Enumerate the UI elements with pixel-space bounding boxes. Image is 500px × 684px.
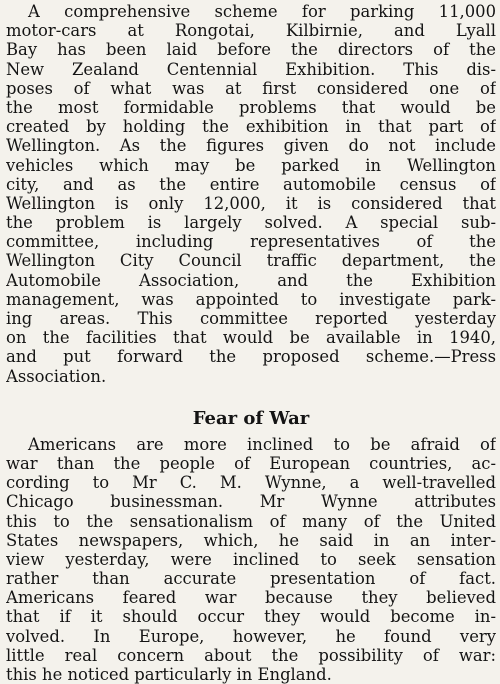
article-parking-scheme: [6, 2, 496, 386]
text-line: vehicles which may be parked in Wellington: [6, 155, 496, 175]
text-line: the most formidable problems that would be: [6, 97, 496, 117]
text-line: and put forward the proposed scheme.—Press: [6, 347, 496, 367]
text-line: this to the sensationalism of many of the United: [6, 511, 496, 531]
text-line: Americans are more inclined to be afraid of: [28, 434, 496, 454]
text-line: volved. In Europe, however, he found very: [6, 626, 496, 646]
text-line: this he noticed particularly in England.: [6, 665, 332, 684]
text-line: committee, including representatives of the: [6, 232, 496, 252]
text-line: States newspapers, which, he said in an inter-: [6, 530, 496, 550]
section-gap: [6, 386, 496, 405]
article-fear-of-war: [6, 435, 496, 684]
text-line: Wellington City Council traffic department, the: [6, 251, 496, 271]
text-line: rather than accurate presentation of fact.: [6, 569, 496, 589]
text-line: Automobile Association, and the Exhibition: [6, 270, 496, 290]
text-line: on the facilities that would be available in 1940,: [6, 328, 496, 348]
text-line: Wellington. As the figures given do not include: [6, 136, 496, 156]
text-line: cording to Mr C. M. Wynne, a well-travelled: [6, 473, 496, 493]
text-line: New Zealand Centennial Exhibition. This dis-: [6, 59, 496, 79]
text-line: war than the people of European countries, ac-: [6, 453, 496, 473]
headline: Fear of War: [192, 407, 310, 429]
text-line: management, was appointed to investigate park-: [6, 289, 496, 309]
text-line: motor-cars at Rongotai, Kilbirnie, and Lyall: [6, 21, 496, 41]
text-line: created by holding the exhibition in that part of: [6, 117, 496, 137]
text-line: A comprehensive scheme for parking 11,000: [28, 2, 496, 21]
text-line: poses of what was at first considered one of: [6, 78, 496, 98]
text-line: that if it should occur they would become in-: [6, 607, 496, 627]
text-line: Chicago businessman. Mr Wynne attributes: [6, 492, 496, 512]
text-line: city, and as the entire automobile census of: [6, 174, 496, 194]
text-line: Americans feared war because they believed: [6, 588, 496, 608]
text-line: ing areas. This committee reported yesterday: [6, 309, 496, 328]
text-line: view yesterday, were inclined to seek sensation: [6, 549, 496, 569]
text-line: Association.: [6, 366, 107, 386]
text-line: Bay has been laid before the directors of the: [6, 40, 496, 60]
text-line: little real concern about the possibility of war:: [6, 645, 496, 665]
text-line: Wellington is only 12,000, it is considered that: [6, 193, 496, 213]
text-line: the problem is largely solved. A special sub-: [6, 213, 496, 233]
